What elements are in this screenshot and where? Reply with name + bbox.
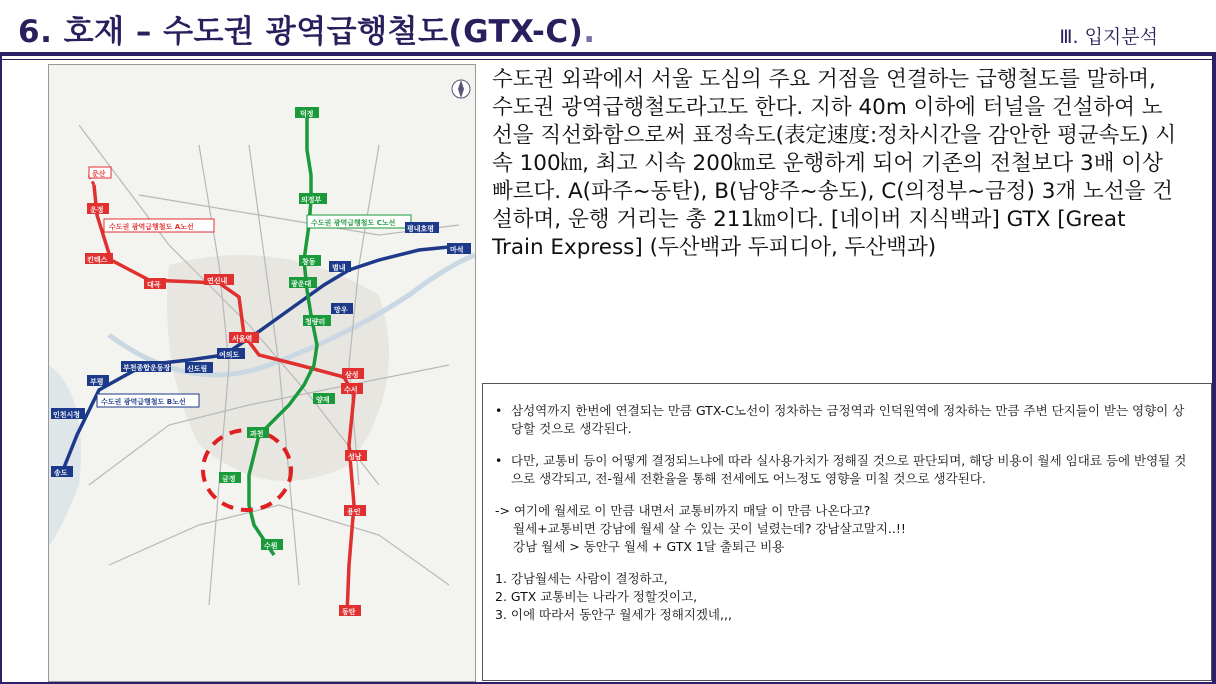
line-b-label: 수도권 광역급행철도 B노선 xyxy=(101,398,186,406)
note-line: -> 여기에 월세로 이 만큼 내면서 교통비까지 매달 이 만큼 나온다고? xyxy=(495,503,871,518)
station-yeouido: 여의도 xyxy=(219,351,240,359)
list-item: 3. 이에 따라서 동안구 월세가 정해지겠네,,, xyxy=(495,607,732,622)
station-daegok: 대곡 xyxy=(147,281,161,289)
line-a-label: 수도권 광역급행철도 A노선 xyxy=(109,223,194,231)
line-c-label: 수도권 광역급행철도 C노선 xyxy=(311,219,396,227)
station-seoul: 서울역 xyxy=(232,335,253,343)
station-suseo: 수서 xyxy=(344,386,358,394)
station-cheongnyangni: 청량리 xyxy=(305,318,326,326)
note-line: 강남 월세 > 동안구 월세 + GTX 1달 출퇴근 비용 xyxy=(513,539,785,554)
station-incheon-city-hall: 인천시청 xyxy=(53,411,81,419)
header-rule xyxy=(0,52,1216,56)
analysis-note-box xyxy=(482,383,1212,681)
note-line: 월세+교통비면 강남에 월세 살 수 있는 곳이 널렸는데? 강남살고말지..!! xyxy=(513,521,906,536)
station-gwacheon: 과천 xyxy=(250,430,264,438)
note-bullet: • 삼성역까지 한번에 연결되는 만큼 GTX-C노선이 정차하는 금정역과 인덕원역에 정차하는 만큼 주변 단지들이 받는 영향이 상당할 것으로 생각된다. xyxy=(495,402,1195,438)
station-dongtan: 동탄 xyxy=(342,608,356,616)
station-deokjeong: 덕정 xyxy=(300,110,314,118)
list-item: 1. 강남월세는 사람이 결정하고, xyxy=(495,571,668,586)
right-border xyxy=(1212,52,1216,684)
station-songdo: 송도 xyxy=(54,469,68,477)
note-bullet: • 다만, 교통비 등이 어떻게 결정되느냐에 따라 실사용가치가 정해질 것으로 판단되며, 해당 비용이 월세 임대료 등에 반영될 것으로 생각되고, 전-월세 전환율을 통해 전세에도 어느정도 영향을 미칠 것으로 생각된다. xyxy=(495,452,1195,488)
page-title: 6. 호재 – 수도권 광역급행철도(GTX-C). xyxy=(18,14,596,50)
title-bar xyxy=(0,0,1216,52)
station-yongin: 용인 xyxy=(347,508,361,516)
left-border xyxy=(0,56,2,684)
gtx-description: 수도권 외곽에서 서울 도심의 주요 거점을 연결하는 급행철도를 말하며, 수도권 광역급행철도라고도 한다. 지하 40m 이하에 터널을 건설하여 노선을 직선화함으로써 표정속도(表定速度:정차시간을 감안한 평균속도) 시속 100㎞, 최고 시속 200㎞로 운행하게 되어 기존의 전철보다 3배 이상 빠르다. A(파주~동탄), B(남양주~송도), C(의정부~금정) 3개 노선을 건설하며, 운행 거리는 총 211㎞이다. [네이버 지식백과] GTX [Great Train Express] (두산백과 두피디아, 두산백과) xyxy=(492,67,1177,260)
section-label: Ⅲ. 입지분석 xyxy=(1059,26,1158,48)
station-byeollae: 별내 xyxy=(332,264,346,272)
station-mangu: 망우 xyxy=(334,306,348,314)
station-yangjae: 양재 xyxy=(316,396,330,404)
title-dot: . xyxy=(583,14,596,50)
station-maseok: 마석 xyxy=(450,246,464,254)
station-bucheon: 부천종합운동장 xyxy=(123,364,171,372)
station-uijeongbu: 의정부 xyxy=(301,196,322,204)
station-yeonsinnae: 연신내 xyxy=(207,277,228,285)
station-changdong: 창동 xyxy=(302,258,316,266)
station-seongnam: 성남 xyxy=(348,453,362,461)
station-bupyeong: 부평 xyxy=(90,378,104,386)
station-suwon: 수원 xyxy=(264,542,278,550)
station-pyeongnae: 평내호평 xyxy=(407,225,435,233)
station-samseong: 삼성 xyxy=(345,371,359,379)
station-munsan: 문산 xyxy=(92,170,106,178)
note-bullet-text: 다만, 교통비 등이 어떻게 결정되느냐에 따라 실사용가치가 정해질 것으로 판단되며, 해당 비용이 월세 임대료 등에 반영될 것으로 생각되고, 전-월세 전환율을 통해 전세에도 어느정도 영향을 미칠 것으로 생각된다. xyxy=(511,453,1187,486)
station-unjeong: 운정 xyxy=(90,206,104,214)
station-gwangun: 광운대 xyxy=(291,280,312,288)
station-geumjeong: 금정 xyxy=(222,475,236,483)
note-argument xyxy=(495,502,1195,556)
station-kintex: 킨텍스 xyxy=(87,256,108,264)
list-item: 2. GTX 교통비는 나라가 정할것이고, xyxy=(495,589,698,604)
gtx-route-map xyxy=(48,64,476,682)
station-singdorim: 신도림 xyxy=(187,365,208,373)
note-conclusion-list xyxy=(495,570,1195,624)
header-thin-rule xyxy=(0,59,1216,60)
note-bullet-text: 삼성역까지 한번에 연결되는 만큼 GTX-C노선이 정차하는 금정역과 인덕원역에 정차하는 만큼 주변 단지들이 받는 영향이 상당할 것으로 생각된다. xyxy=(511,403,1185,436)
